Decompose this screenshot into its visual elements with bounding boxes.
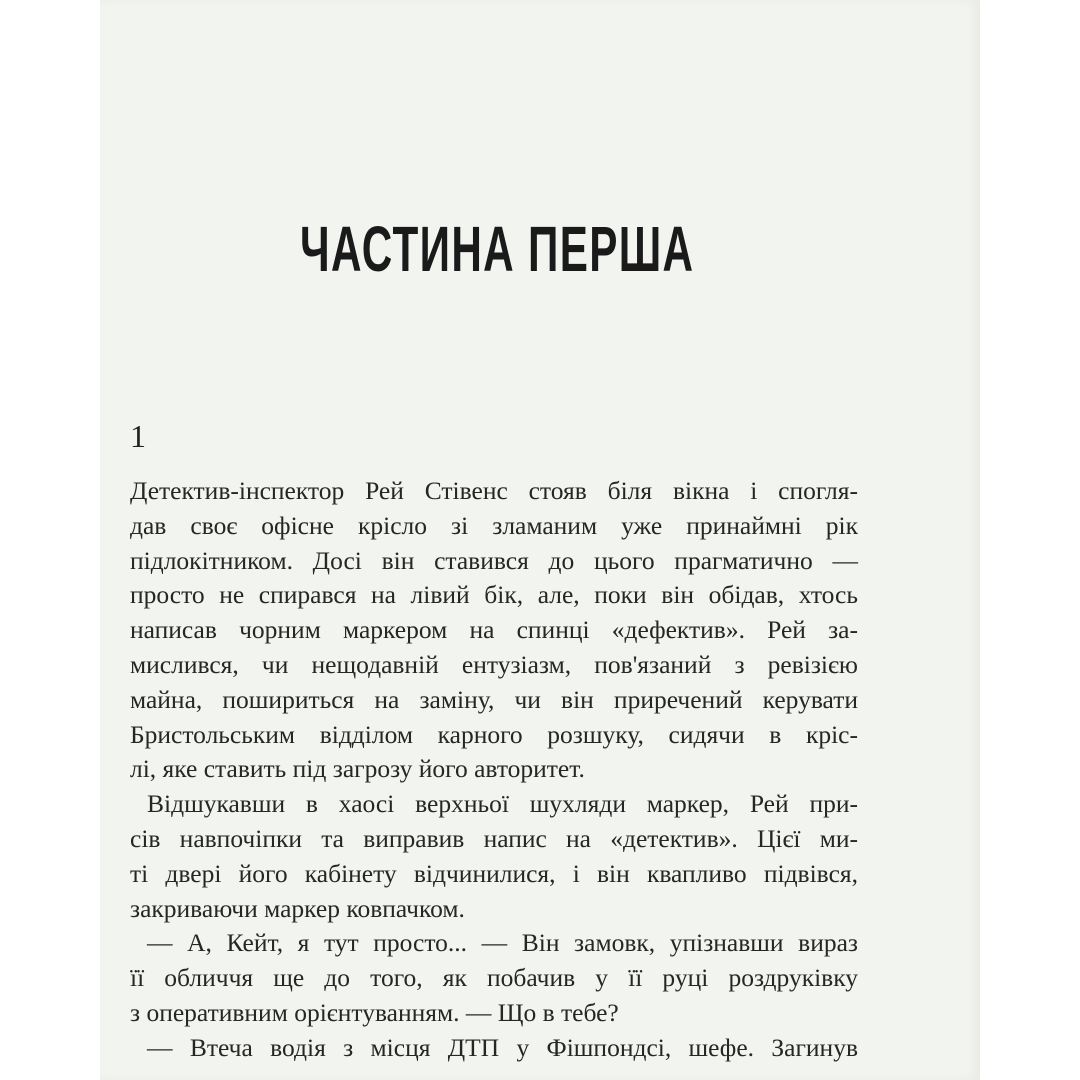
text-line: дав своє офісне крісло зі зламаним уже принаймні рік <box>130 510 858 540</box>
text-line: з оперативним орієнтуванням. — Що в тебе? <box>130 997 619 1027</box>
part-heading-text: ЧАСТИНА ПЕРША <box>300 213 695 285</box>
text-line: написав чорним маркером на спинці «дефектив». Рей за- <box>130 615 858 645</box>
text-line: ті двері його кабінету відчинилися, і він квапливо підвівся, <box>130 858 858 888</box>
text-line: її обличчя ще до того, як побачив у її руці роздруківку <box>130 963 858 993</box>
text-line: підлокітником. Досі він ставився до цього прагматично — <box>130 545 858 575</box>
chapter-number: 1 <box>130 418 146 454</box>
text-line: — Втеча водія з місця ДТП у Фішпондсі, шефе. Загинув <box>147 1032 858 1062</box>
text-line: Відшукавши в хаосі верхньої шухляди маркер, Рей при- <box>147 789 858 819</box>
text-line: закриваючи маркер ковпачком. <box>130 893 465 923</box>
text-line: сів навпочіпки та виправив напис на «детектив». Цієї ми- <box>130 823 858 853</box>
text-line: просто не спирався на лівий бік, але, поки він обідав, хтось <box>130 580 858 610</box>
body-text <box>130 474 858 1066</box>
text-line: лі, яке ставить під загрозу його авторитет. <box>130 754 585 784</box>
part-heading <box>300 213 695 285</box>
text-line: мислився, чи нещодавній ентузіазм, пов'язаний з ревізією <box>130 649 858 679</box>
text-line: майна, пошириться на заміну, чи він приречений керувати <box>130 684 858 714</box>
text-line: — А, Кейт, я тут просто... — Він замовк, упізнавши вираз <box>147 928 858 958</box>
text-line: Бристольським відділом карного розшуку, сидячи в кріс- <box>130 719 858 749</box>
text-line: Детектив-інспектор Рей Стівенс стояв біля вікна і спогля- <box>130 476 858 505</box>
